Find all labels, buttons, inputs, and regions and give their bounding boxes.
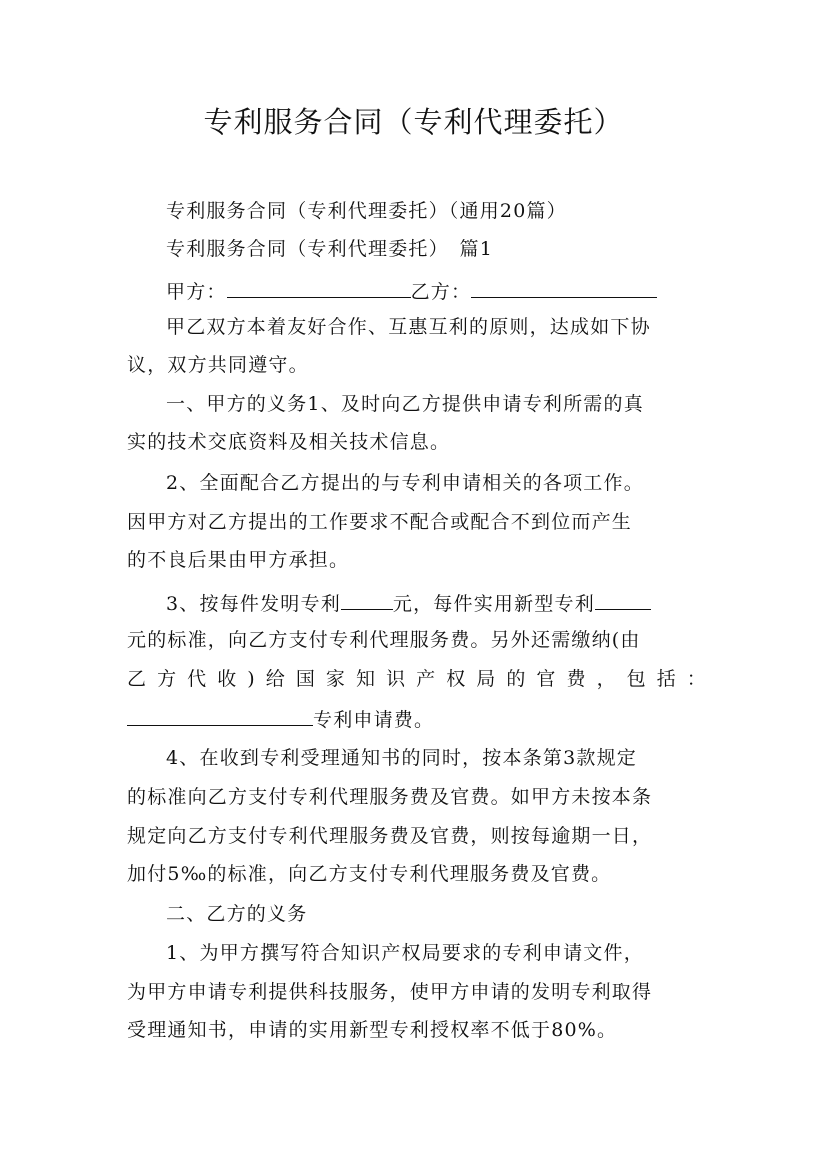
section-heading: 二、乙方的义务 [166, 903, 308, 925]
parties-line [166, 280, 746, 302]
subtitle-line: 专利服务合同（专利代理委托）（通用20篇） [166, 200, 567, 222]
section-heading: 专利服务合同（专利代理委托） 篇1 [166, 238, 493, 260]
paragraph-line: 一、甲方的义务1、及时向乙方提供申请专利所需的真 [166, 393, 644, 415]
party-a-label: 甲方： [166, 281, 227, 303]
paragraph-line: 受理通知书，申请的实用新型专利授权率不低于80%。 [127, 1019, 618, 1041]
paragraph-line: 的标准向乙方支付专利代理服务费及官费。如甲方未按本条 [127, 786, 653, 808]
application-fee-label: 专利申请费。 [313, 709, 435, 731]
paragraph-line: 2、全面配合乙方提出的与专利申请相关的各项工作。 [166, 472, 644, 494]
fee-invention-label: 3、按每件发明专利 [166, 593, 341, 615]
fee-invention-blank [341, 592, 393, 610]
paragraph-line: 规定向乙方支付专利代理服务费及官费，则按每逾期一日， [127, 825, 653, 847]
application-fee-blank [127, 708, 313, 726]
paragraph-line: 元的标准，向乙方支付专利代理服务费。另外还需缴纳(由 [127, 629, 641, 651]
paragraph-line: 因甲方对乙方提出的工作要求不配合或配合不到位而产生 [127, 511, 633, 533]
fee-application-line [127, 708, 707, 730]
paragraph-line: 实的技术交底资料及相关技术信息。 [127, 431, 451, 453]
paragraph-line: 乙方代收)给国家知识产权局的官费，包括： [127, 668, 707, 690]
paragraph-line: 为甲方申请专利提供科技服务，使甲方申请的发明专利取得 [127, 981, 653, 1003]
paragraph-line: 的不良后果由甲方承担。 [127, 549, 350, 571]
paragraph-line: 议，双方共同遵守。 [127, 354, 309, 376]
party-b-blank [471, 280, 657, 298]
paragraph-line: 加付5‰的标准，向乙方支付专利代理服务费及官费。 [127, 863, 612, 885]
paragraph-line: 4、在收到专利受理通知书的同时，按本条第3款规定 [166, 747, 637, 769]
fee-line [166, 592, 746, 614]
document-title: 专利服务合同（专利代理委托） [203, 105, 624, 139]
party-b-label: 乙方： [410, 281, 472, 303]
party-a-blank [227, 280, 411, 298]
fee-utility-label: 元，每件实用新型专利 [392, 593, 595, 615]
paragraph-line: 1、为甲方撰写符合知识产权局要求的专利申请文件， [166, 942, 644, 964]
fee-utility-blank [595, 592, 651, 610]
paragraph-line: 甲乙双方本着友好合作、互惠互利的原则，达成如下协 [166, 316, 651, 338]
